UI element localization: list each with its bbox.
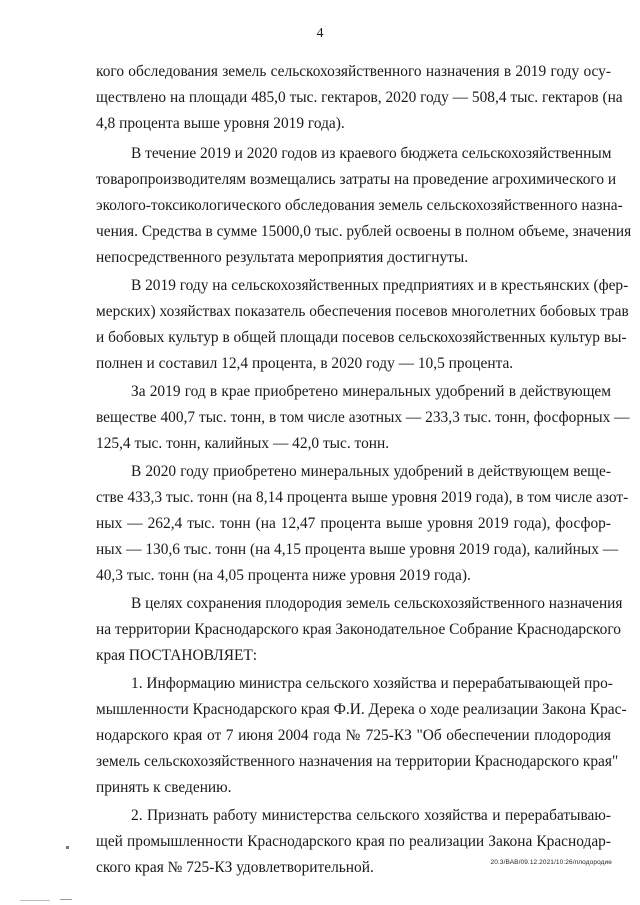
text-line: принять к сведению. [96,779,232,796]
text-line: и бобовых культур в общей площади посевов сельскохозяйственных культур вы- [96,329,627,346]
text-line: мерских) хозяйствах показатель обеспечения посевов многолетних бобовых трав [96,303,629,320]
text-line: 1. Информацию министра сельского хозяйства и перерабатывающей про- [131,675,613,692]
scan-mark [60,899,72,900]
text-line: веществе 400,7 тыс. тонн, в том числе азотных — 233,3 тыс. тонн, фосфорных — [96,409,630,426]
text-line: мышленности Краснодарского края Ф.И. Дерека о ходе реализации Закона Крас- [96,701,627,718]
text-line: стве 433,3 тыс. тонн (на 8,14 процента выше уровня 2019 года), в том числе азот- [96,489,629,506]
text-line: В целях сохранения плодородия земель сельскохозяйственного назначения [131,595,623,612]
text-line: За 2019 год в крае приобретено минеральных удобрений в действующем [131,383,611,400]
page-number: 4 [316,26,324,41]
text-line: 4,8 процента выше уровня 2019 года). [96,115,345,132]
text-line: ществлено на площади 485,0 тыс. гектаров, 2020 году — 508,4 тыс. гектаров (на [96,89,623,106]
text-line: товаропроизводителям возмещались затраты на проведение агрохимического и [96,171,617,188]
text-line: непосредственного результата мероприятия достигнуты. [96,249,469,266]
text-line: кого обследования земель сельскохозяйственного назначения в 2019 году осу- [96,63,611,80]
text-line: щей промышленности Краснодарского края по реализации Закона Краснодар- [96,833,611,850]
text-line: 40,3 тыс. тонн (на 4,05 процента ниже уровня 2019 года). [96,567,471,584]
text-line: на территории Краснодарского края Законодательное Собрание Краснодарского [96,621,621,638]
text-line: края ПОСТАНОВЛЯЕТ: [96,647,258,664]
text-line: 125,4 тыс. тонн, калийных — 42,0 тыс. тонн. [96,435,390,452]
text-line: эколого-токсикологического обследования земель сельскохозяйственного назна- [96,197,623,214]
text-line: В 2020 году приобретено минеральных удобрений в действующем веще- [131,463,611,480]
text-line: 2. Признать работу министерства сельского хозяйства и перерабатываю- [131,807,611,824]
scan-mark [66,846,69,849]
text-line: ского края № 725-КЗ удовлетворительной. [96,859,374,876]
text-line: В 2019 году на сельскохозяйственных предприятиях и в крестьянских (фер- [131,277,629,294]
document-footer-code: 20.3/ВАВ/09.12.2021/10:26/плодородие [490,859,612,866]
text-line: ных — 130,6 тыс. тонн (на 4,15 процента выше уровня 2019 года), калийных — [96,541,619,558]
text-line: нодарского края от 7 июня 2004 года № 725-КЗ "Об обеспечении плодородия [96,727,611,744]
text-line: ных — 262,4 тыс. тонн (на 12,47 процента выше уровня 2019 года), фосфор- [96,515,611,532]
text-line: земель сельскохозяйственного назначения на территории Краснодарского края" [96,753,619,770]
text-line: В течение 2019 и 2020 годов из краевого бюджета сельскохозяйственным [131,145,612,162]
scan-mark [20,900,50,901]
text-line: чения. Средства в сумме 15000,0 тыс. рублей освоены в полном объеме, значения [96,223,632,240]
text-line: полнен и составил 12,4 процента, в 2020 году — 10,5 процента. [96,355,514,372]
